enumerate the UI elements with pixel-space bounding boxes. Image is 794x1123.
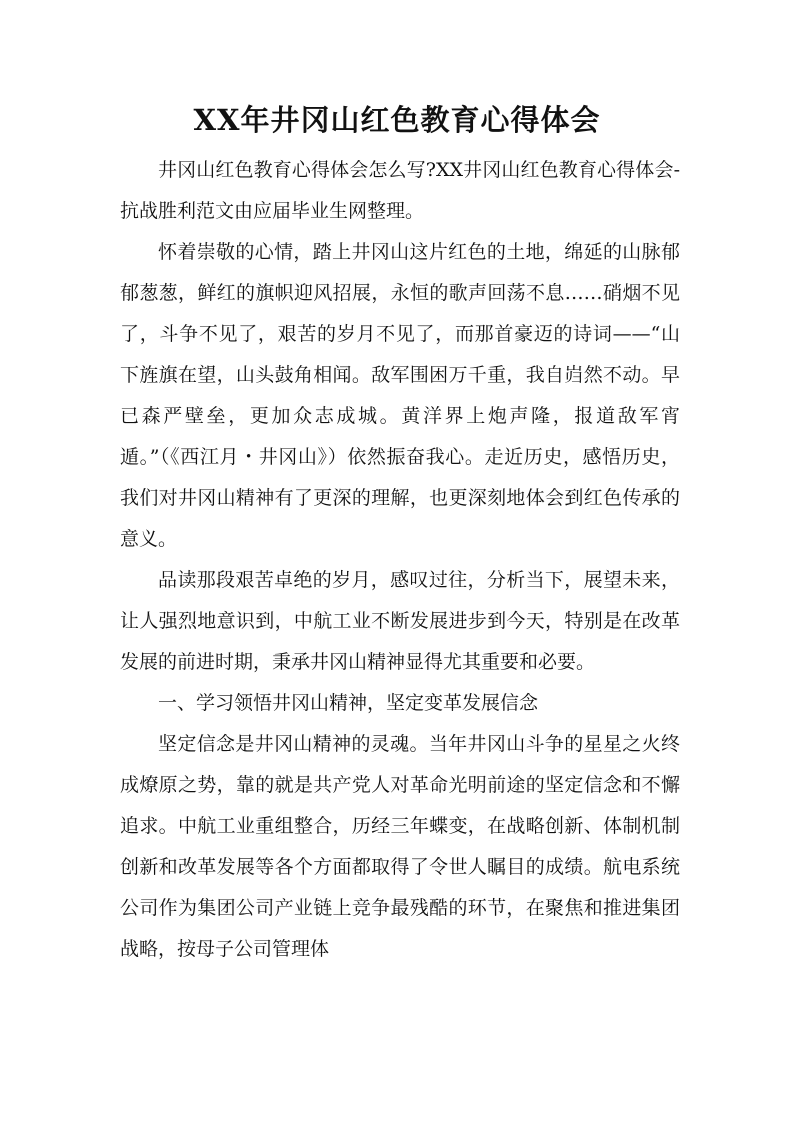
section-heading-1: 一、学习领悟井冈山精神，坚定变革发展信念 xyxy=(158,692,539,714)
document-title: XX年井冈山红色教育心得体会 xyxy=(193,103,601,137)
paragraph-firm-belief: 坚定信念是井冈山精神的灵魂。当年井冈山斗争的星星之火终成燎原之势，靠的就是共产党人对革命光明前途的坚定信念和不懈追求。中航工业重组整合，历经三年蝶变，在战略创新、体制机制创新和改革发展等各个方面都取得了令世人瞩目的成绩。航电系统公司作为集团公司产业链上竞争最残酷的环节，在聚焦和推进集团战略，按母子公司管理体 xyxy=(120,733,680,960)
paragraph-jinggangshan-visit: 怀着崇敬的心情，踏上井冈山这片红色的土地，绵延的山脉郁郁葱葱，鲜红的旗帜迎风招展，永恒的歌声回荡不息……硝烟不见了，斗争不见了，艰苦的岁月不见了，而那首豪迈的诗词——“山下旌旗在望，山头鼓角相闻。敌军围困万千重，我自岿然不动。早已森严壁垒，更加众志成城。黄洋界上炮声隆，报道敌军宵遁。”（《西江月・井冈山》）依然振奋我心。走近历史，感悟历史，我们对井冈山精神有了更深的理解，也更深刻地体会到红色传承的意义。 xyxy=(120,241,680,550)
paragraph-intro: 井冈山红色教育心得体会怎么写?XX井冈山红色教育心得体会-抗战胜利范文由应届毕业生网整理。 xyxy=(120,159,680,222)
document-body xyxy=(120,150,680,970)
paragraph-reflection: 品读那段艰苦卓绝的岁月，感叹过往，分析当下，展望未来，让人强烈地意识到，中航工业不断发展进步到今天，特别是在改革发展的前进时期，秉承井冈山精神显得尤其重要和必要。 xyxy=(120,569,680,673)
